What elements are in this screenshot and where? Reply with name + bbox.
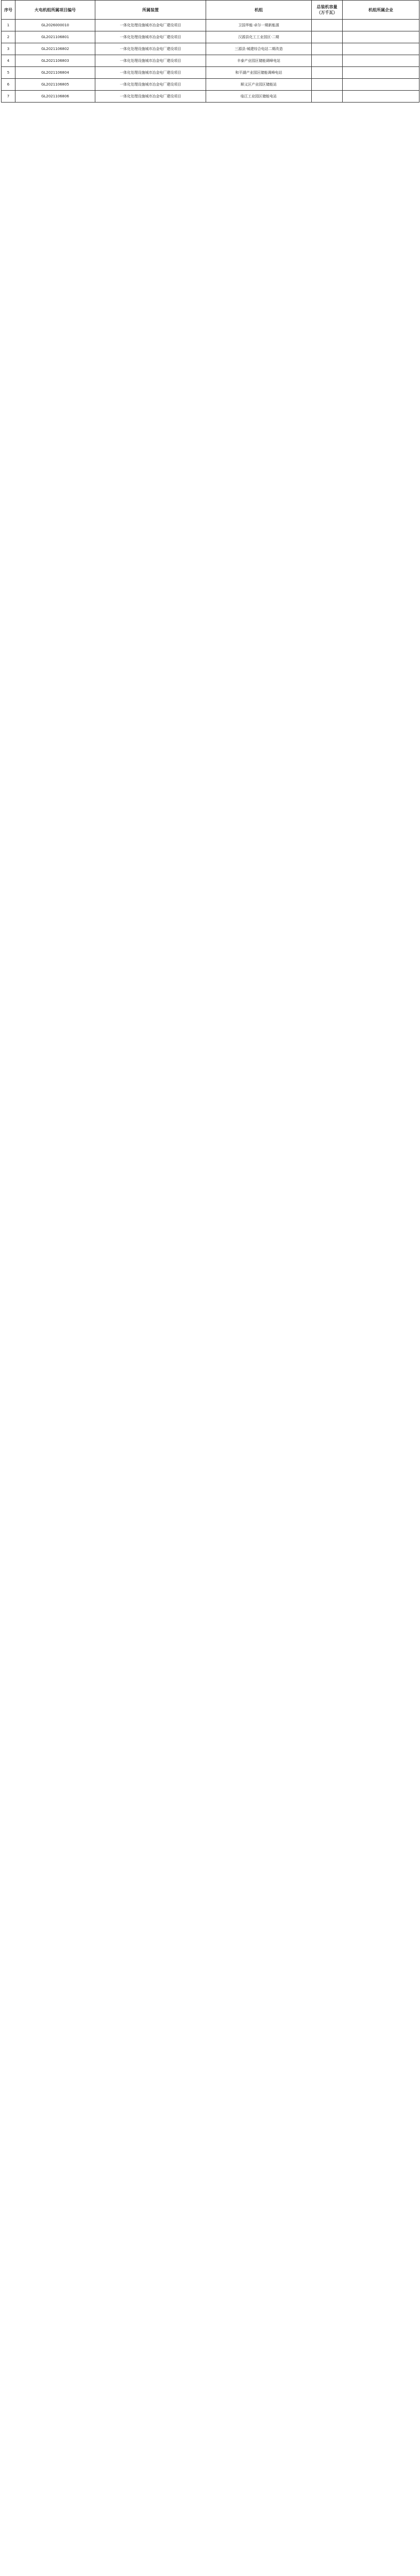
- header-index: 序号: [2, 1, 15, 20]
- cell-index: 5: [2, 67, 15, 79]
- header-capacity: 总装机容量（万千瓦）: [312, 1, 343, 20]
- cell-device: 一体化处理设施城市冶金电厂建设项目: [95, 43, 206, 55]
- cell-company: [343, 20, 419, 31]
- cell-unit: 卫国华能·卓尔一期新能源: [206, 20, 312, 31]
- cell-capacity: [312, 55, 343, 67]
- cell-company: [343, 79, 419, 91]
- cell-unit: 丰泰产业园区储能调峰电站: [206, 55, 312, 67]
- table-row: [2, 20, 419, 31]
- cell-capacity: [312, 67, 343, 79]
- cell-project-no: GL2021106802: [15, 43, 95, 55]
- cell-device: 一体化处理设施城市冶金电厂建设项目: [95, 20, 206, 31]
- cell-company: [343, 31, 419, 43]
- header-company: 机组所属企业: [343, 1, 419, 20]
- cell-device: 一体化处理设施城市冶金电厂建设项目: [95, 79, 206, 91]
- table-row: [2, 67, 419, 79]
- cell-device: 一体化处理设施城市冶金电厂建设项目: [95, 91, 206, 103]
- header-project-no: 火电机组所属项目编号: [15, 1, 95, 20]
- cell-index: 1: [2, 20, 15, 31]
- cell-capacity: [312, 31, 343, 43]
- table-row: [2, 91, 419, 103]
- cell-capacity: [312, 20, 343, 31]
- unit-table: [1, 0, 419, 103]
- cell-unit: 和平湖产业园区储能调峰电站: [206, 67, 312, 79]
- cell-capacity: [312, 79, 343, 91]
- cell-index: 2: [2, 31, 15, 43]
- cell-index: 4: [2, 55, 15, 67]
- cell-project-no: GL2026000010: [15, 20, 95, 31]
- table-row: [2, 79, 419, 91]
- cell-unit: 汉源县化工工业园区·二期: [206, 31, 312, 43]
- table-row: [2, 31, 419, 43]
- cell-project-no: GL2021106805: [15, 79, 95, 91]
- cell-index: 6: [2, 79, 15, 91]
- header-device: 所属装置: [95, 1, 206, 20]
- cell-company: [343, 43, 419, 55]
- table-row: [2, 43, 419, 55]
- cell-unit: 三源县·城建综合电站二期改造: [206, 43, 312, 55]
- table-row: [2, 55, 419, 67]
- cell-index: 7: [2, 91, 15, 103]
- cell-company: [343, 91, 419, 103]
- cell-device: 一体化处理设施城市冶金电厂建设项目: [95, 55, 206, 67]
- header-unit: 机组: [206, 1, 312, 20]
- cell-company: [343, 67, 419, 79]
- cell-capacity: [312, 91, 343, 103]
- cell-project-no: GL2021106801: [15, 31, 95, 43]
- cell-device: 一体化处理设施城市冶金电厂建设项目: [95, 67, 206, 79]
- cell-company: [343, 55, 419, 67]
- cell-capacity: [312, 43, 343, 55]
- header-row: [2, 1, 419, 20]
- cell-project-no: GL2021106806: [15, 91, 95, 103]
- cell-unit: 顺义区产业园区储能站: [206, 79, 312, 91]
- cell-project-no: GL2021106804: [15, 67, 95, 79]
- cell-index: 3: [2, 43, 15, 55]
- cell-unit: 临江工业园区储能电站: [206, 91, 312, 103]
- cell-project-no: GL2021106803: [15, 55, 95, 67]
- cell-device: 一体化处理设施城市冶金电厂建设项目: [95, 31, 206, 43]
